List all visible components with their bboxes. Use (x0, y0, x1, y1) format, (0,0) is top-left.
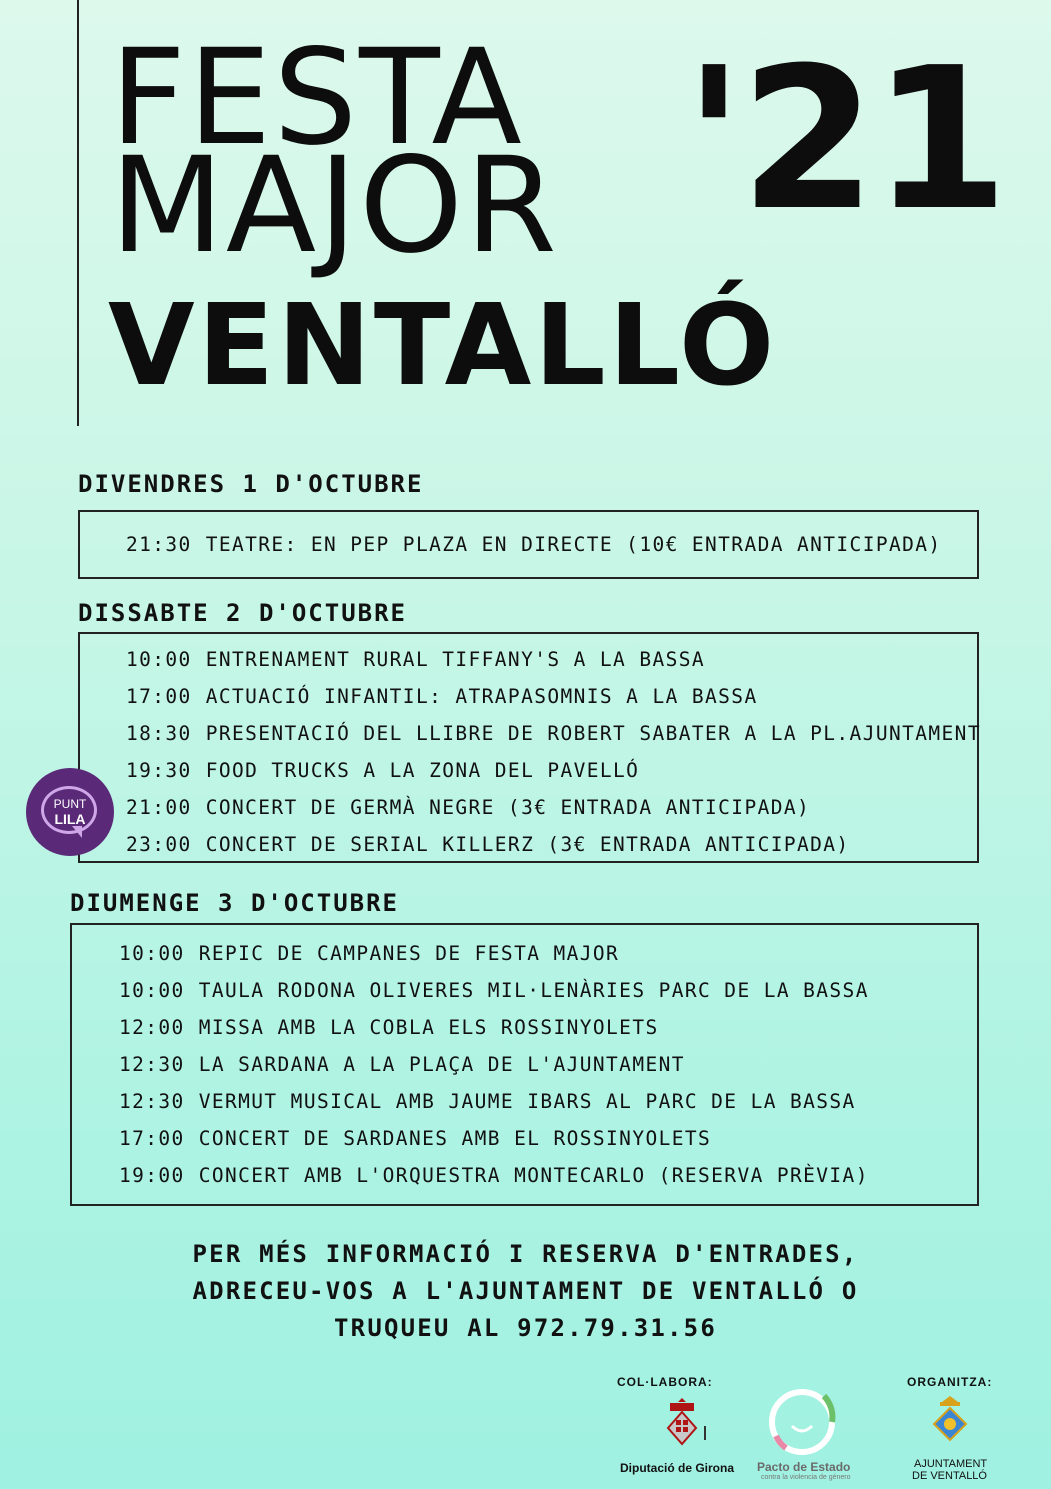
pacto-subcaption: contra la violencia de género (761, 1474, 851, 1481)
list-item: 12:30 LA SARDANA A LA PLAÇA DE L'AJUNTAMENT (119, 1053, 685, 1076)
info-line-2: ADRECEU-VOS A L'AJUNTAMENT DE VENTALLÓ O (192, 1277, 859, 1305)
punt-lila-line2: LILA (54, 811, 86, 827)
day-heading-saturday: DISSABTE 2 D'OCTUBRE (78, 599, 407, 627)
title-festa: FESTA (110, 21, 524, 175)
list-item: 21:30 TEATRE: EN PEP PLAZA EN DIRECTE (10€ ENTRADA ANTICIPADA) (126, 533, 942, 556)
ajuntament-caption-2: DE VENTALLÓ (912, 1470, 987, 1482)
list-item: 10:00 REPIC DE CAMPANES DE FESTA MAJOR (119, 942, 620, 965)
info-line-1: PER MÉS INFORMACIÓ I RESERVA D'ENTRADES, (192, 1240, 859, 1268)
list-item: 10:00 ENTRENAMENT RURAL TIFFANY'S A LA BASSA (126, 648, 706, 671)
title-major: MAJOR (110, 129, 559, 283)
list-item: 12:30 VERMUT MUSICAL AMB JAUME IBARS AL PARC DE LA BASSA (119, 1090, 856, 1113)
collabora-label: COL·LABORA: (617, 1375, 713, 1389)
pacto-caption: Pacto de Estado (757, 1460, 851, 1474)
title-divider-line (77, 0, 79, 426)
list-item: 17:00 CONCERT DE SARDANES AMB EL ROSSINYOLETS (119, 1127, 712, 1150)
list-item: 21:00 CONCERT DE GERMÀ NEGRE (3€ ENTRADA ANTICIPADA) (126, 796, 811, 819)
list-item: 17:00 ACTUACIÓ INFANTIL: ATRAPASOMNIS A LA BASSA (126, 685, 758, 708)
info-line-3: TRUQUEU AL 972.79.31.56 (334, 1314, 717, 1342)
list-item: 12:00 MISSA AMB LA COBLA ELS ROSSINYOLETS (119, 1016, 659, 1039)
punt-lila-line1: PUNT (53, 797, 87, 811)
day-heading-sunday: DIUMENGE 3 D'OCTUBRE (70, 889, 399, 917)
ventallo-coat-of-arms-icon (930, 1396, 970, 1446)
list-item: 23:00 CONCERT DE SERIAL KILLERZ (3€ ENTRADA ANTICIPADA) (126, 833, 850, 856)
list-item: 19:30 FOOD TRUCKS A LA ZONA DEL PAVELLÓ (126, 759, 640, 782)
title-town: VENTALLÓ (108, 281, 778, 411)
day-heading-friday: DIVENDRES 1 D'OCTUBRE (78, 470, 424, 498)
event-list-friday (126, 526, 942, 563)
diputacio-caption: Diputació de Girona (620, 1461, 735, 1475)
list-item: 19:00 CONCERT AMB L'ORQUESTRA MONTECARLO (RESERVA PRÈVIA) (119, 1164, 869, 1187)
organitza-label: ORGANITZA: (907, 1375, 993, 1389)
list-item: 10:00 TAULA RODONA OLIVERES MIL·LENÀRIES PARC DE LA BASSA (119, 979, 869, 1002)
event-list-sunday (119, 935, 869, 1194)
speech-bubble-tail (72, 826, 82, 838)
list-item: 18:30 PRESENTACIÓ DEL LLIBRE DE ROBERT SABATER A LA PL.AJUNTAMENT (126, 722, 981, 745)
pacto-estado-logo-icon (762, 1386, 846, 1458)
punt-lila-badge (26, 768, 114, 856)
diputacio-girona-crest-icon (654, 1398, 710, 1454)
ajuntament-caption-1: AJUNTAMENT (914, 1458, 988, 1470)
event-list-saturday (126, 641, 981, 863)
info-block (0, 1236, 1051, 1347)
title-year: '21 (684, 26, 1005, 254)
